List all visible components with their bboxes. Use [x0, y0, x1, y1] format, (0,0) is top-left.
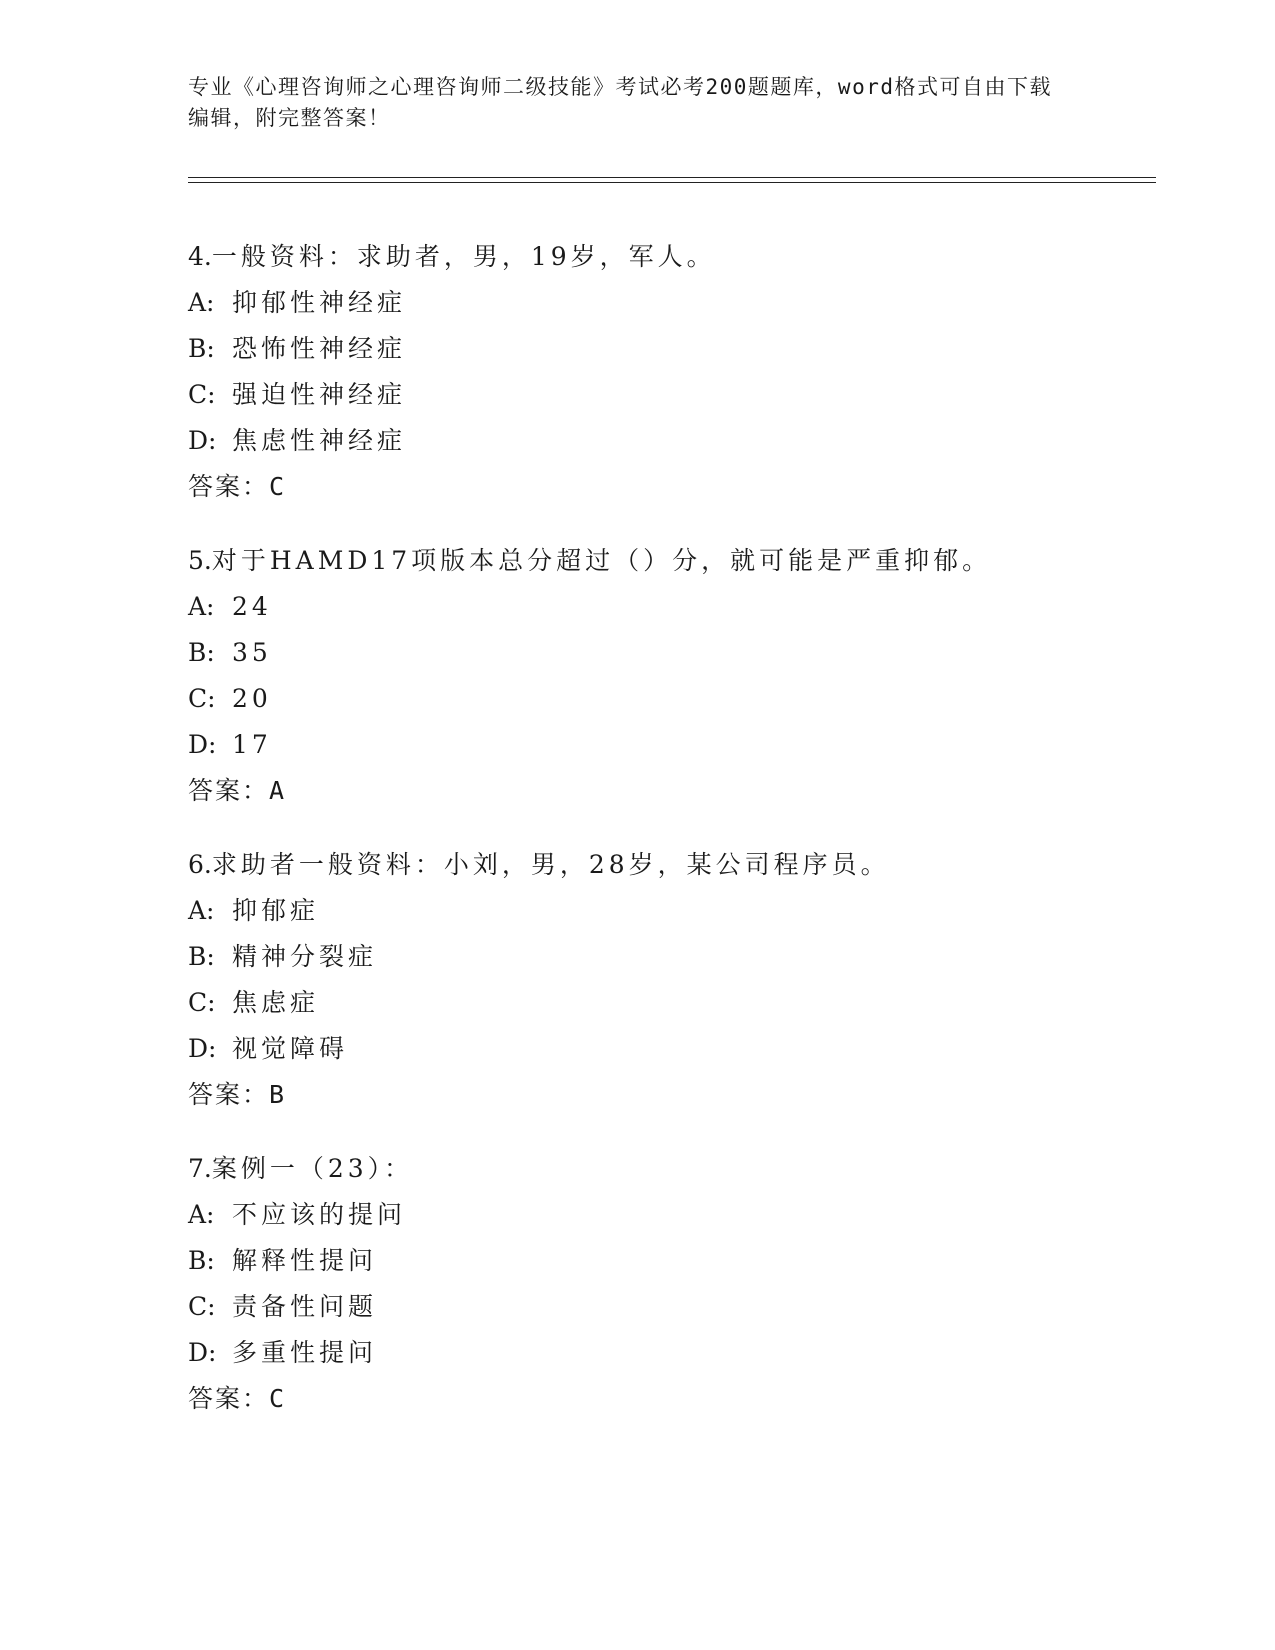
option-text: 强迫性神经症 [232, 380, 407, 409]
question-text: 案例一（23）： [211, 1154, 414, 1183]
option-b [188, 1238, 1148, 1284]
option-text: 17 [232, 730, 272, 759]
option-text: 抑郁性神经症 [232, 288, 407, 317]
option-label: C: [188, 1292, 216, 1321]
question-text: 求助者一般资料：小刘，男，28岁，某公司程序员。 [211, 850, 890, 879]
option-a [188, 888, 1148, 934]
document-header: 专业《心理咨询师之心理咨询师二级技能》考试必考200题题库，word格式可自由下载编辑，附完整答案！ [188, 75, 1052, 130]
option-text: 抑郁症 [232, 896, 320, 925]
answer-value: B [269, 1080, 285, 1109]
answer-label: 答案： [188, 776, 270, 805]
option-label: D: [188, 426, 217, 455]
option-text: 解释性提问 [232, 1246, 378, 1275]
question-6 [188, 842, 1148, 1118]
question-number: 6. [188, 850, 212, 879]
option-d [188, 418, 1148, 464]
option-text: 焦虑性神经症 [232, 426, 407, 455]
answer-line [188, 1376, 1148, 1422]
option-text: 视觉障碍 [232, 1034, 349, 1063]
option-d [188, 722, 1148, 768]
option-text: 35 [232, 638, 272, 667]
option-label: D: [188, 1338, 217, 1367]
option-text: 恐怖性神经症 [232, 334, 407, 363]
question-stem [188, 234, 1148, 280]
question-number: 7. [188, 1154, 212, 1183]
option-label: B: [188, 334, 215, 363]
answer-line [188, 1072, 1148, 1118]
answer-value: C [269, 472, 285, 501]
option-label: A: [188, 288, 215, 317]
option-text: 多重性提问 [232, 1338, 378, 1367]
option-label: C: [188, 988, 216, 1017]
answer-label: 答案： [188, 1384, 270, 1413]
question-5 [188, 538, 1148, 814]
option-label: C: [188, 684, 216, 713]
answer-value: C [269, 1384, 285, 1413]
option-a [188, 280, 1148, 326]
option-label: C: [188, 380, 216, 409]
question-text: 对于HAMD17项版本总分超过（）分，就可能是严重抑郁。 [211, 546, 992, 575]
option-text: 责备性问题 [232, 1292, 378, 1321]
option-label: A: [188, 1200, 215, 1229]
option-text: 24 [232, 592, 272, 621]
option-text: 精神分裂症 [232, 942, 378, 971]
option-b [188, 934, 1148, 980]
question-list [188, 234, 1148, 1450]
option-c [188, 372, 1148, 418]
question-4 [188, 234, 1148, 510]
option-a [188, 1192, 1148, 1238]
option-label: D: [188, 730, 217, 759]
option-text: 不应该的提问 [232, 1200, 407, 1229]
header-divider-top [188, 177, 1156, 178]
answer-label: 答案： [188, 1080, 270, 1109]
option-b [188, 630, 1148, 676]
option-label: A: [188, 592, 215, 621]
option-text: 20 [232, 684, 272, 713]
question-7 [188, 1146, 1148, 1422]
option-a [188, 584, 1148, 630]
option-c [188, 980, 1148, 1026]
question-stem [188, 538, 1148, 584]
option-d [188, 1026, 1148, 1072]
option-d [188, 1330, 1148, 1376]
option-label: A: [188, 896, 215, 925]
answer-line [188, 768, 1148, 814]
option-b [188, 326, 1148, 372]
answer-label: 答案： [188, 472, 270, 501]
option-c [188, 1284, 1148, 1330]
question-number: 4. [188, 242, 212, 271]
option-c [188, 676, 1148, 722]
header-divider-bottom [188, 182, 1156, 183]
question-number: 5. [188, 546, 212, 575]
question-stem [188, 1146, 1148, 1192]
option-label: B: [188, 638, 215, 667]
question-stem [188, 842, 1148, 888]
option-text: 焦虑症 [232, 988, 320, 1017]
option-label: B: [188, 1246, 215, 1275]
answer-value: A [269, 776, 285, 805]
option-label: D: [188, 1034, 217, 1063]
question-text: 一般资料：求助者，男，19岁，军人。 [211, 242, 716, 271]
option-label: B: [188, 942, 215, 971]
answer-line [188, 464, 1148, 510]
